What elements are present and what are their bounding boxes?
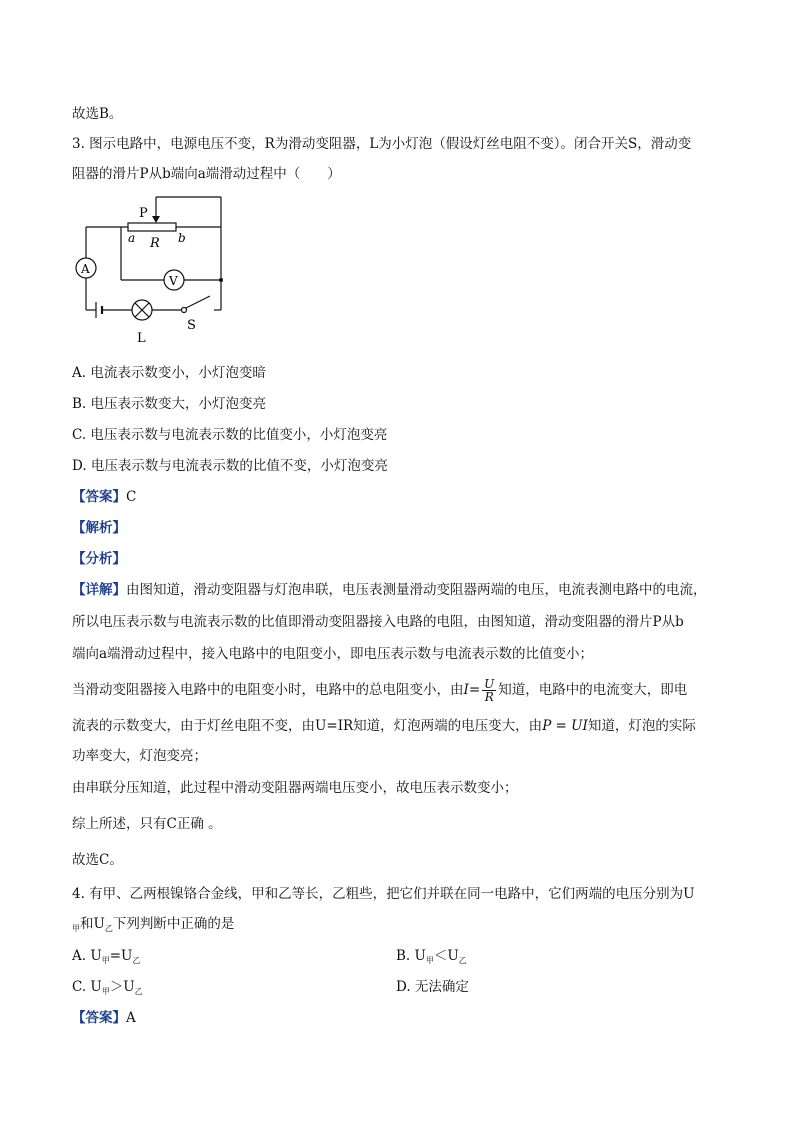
formula-fraction <box>482 678 496 703</box>
detail-text-5a: 流表的示数变大，由于灯丝电阻不变，由U=IR知道，灯泡两端的电压变大，由 <box>72 718 543 734</box>
label-b: b <box>178 231 186 245</box>
answer-tag: 【答案】 <box>72 489 126 505</box>
opt-b-mid: ＜U <box>433 948 459 964</box>
answer-value: C <box>126 489 137 505</box>
q3-detail-line-1 <box>72 580 707 600</box>
detail-text-5b: 知道，灯泡的实际 <box>587 718 696 734</box>
detail-text-4b: 知道，电路中的电流变大，即电 <box>498 682 688 698</box>
opt-b-sub2: 乙 <box>458 956 467 965</box>
q3-detail-line-8: 综上所述，只有C正确 。 <box>72 816 222 832</box>
label-r: R <box>150 236 160 251</box>
stem-mid: 和U <box>80 916 105 932</box>
formula-eq: = <box>468 682 481 698</box>
stem-end: 下列判断中正确的是 <box>112 916 235 932</box>
sub-jia: 甲 <box>72 924 80 933</box>
opt-c-mid: ＞U <box>109 979 135 995</box>
formula-i: I <box>463 682 469 698</box>
label-p: P <box>139 206 148 221</box>
opt-a-pre: A. U <box>72 948 102 964</box>
q3-detail-line-3: 端向a端滑动过程中，接入电路中的电阻变小，即电压表示数与电流表示数的比值变小； <box>72 646 594 662</box>
circuit-diagram <box>66 192 236 347</box>
detail-text-4a: 当滑动变阻器接入电路中的电阻变小时，电路中的总电阻变小，由 <box>72 682 464 698</box>
opt-c-sub1: 甲 <box>101 987 110 996</box>
analysis-tag: 【解析】 <box>72 520 126 536</box>
q4-option-b <box>396 946 467 971</box>
q3-answer-line <box>72 487 136 507</box>
sub-yi: 乙 <box>104 924 113 933</box>
q4-option-a <box>72 946 140 971</box>
label-a: a <box>128 231 136 245</box>
q3-detail-line-2: 所以电压表示数与电流表示数的比值即滑动变阻器接入电路的电阻，由图知道，滑动变阻器的滑片P从b <box>72 614 684 630</box>
switch <box>182 308 187 313</box>
opt-c-pre: C. U <box>72 979 102 995</box>
q3-detail-line-4 <box>72 678 687 703</box>
q4-option-c <box>72 977 143 1002</box>
q3-detail-line-5 <box>72 716 696 736</box>
q3-option-b: B. 电压表示数变大，小灯泡变亮 <box>72 396 267 412</box>
q4-answer-tag: 【答案】 <box>72 1010 126 1026</box>
q3-final-answer: 故选C。 <box>72 852 123 868</box>
opt-a-sub2: 乙 <box>132 956 141 965</box>
opt-a-sub1: 甲 <box>101 956 110 965</box>
formula-numerator: U <box>484 677 495 691</box>
q3-option-a: A. 电流表示数变小，小灯泡变暗 <box>72 365 266 381</box>
prev-answer-line: 故选B。 <box>72 106 123 122</box>
opt-a-mid: =U <box>109 948 133 964</box>
q4-stem-line-2 <box>72 914 234 939</box>
opt-b-pre: B. U <box>396 948 426 964</box>
q3-option-c: C. 电压表示数与电流表示数的比值变小，小灯泡变亮 <box>72 427 388 443</box>
label-lamp: L <box>137 331 146 346</box>
q4-answer-line <box>72 1008 136 1028</box>
detail-tag: 【详解】 <box>72 582 126 598</box>
label-voltmeter: V <box>169 274 178 288</box>
formula-power: P = UI <box>542 718 588 734</box>
q4-answer-value: A <box>126 1010 136 1026</box>
q3-stem-line-1: 3. 图示电路中，电源电压不变，R为滑动变阻器，L为小灯泡（假设灯丝电阻不变）。闭合开关S，滑动变 <box>72 136 692 152</box>
resistor-r <box>128 223 176 231</box>
q3-fenxi-tag <box>72 549 126 569</box>
q3-detail-line-6: 功率变大，灯泡变亮； <box>72 748 207 764</box>
q3-detail-line-7: 由串联分压知道，此过程中滑动变阻器两端电压变小，故电压表示数变小； <box>72 780 518 796</box>
q3-stem-line-2: 阻器的滑片P从b端向a端滑动过程中（ ） <box>72 166 341 182</box>
fenxi-tag: 【分析】 <box>72 551 126 567</box>
q3-analysis-tag <box>72 518 126 538</box>
label-ammeter: A <box>81 262 90 276</box>
opt-b-sub1: 甲 <box>425 956 434 965</box>
formula-denominator: R <box>484 690 494 704</box>
q4-stem-line-1: 4. 有甲、乙两根镍铬合金线，甲和乙等长，乙粗些，把它们并联在同一电路中，它们两端的电压分别为U <box>72 886 695 902</box>
opt-c-sub2: 乙 <box>134 987 143 996</box>
detail-text-1: 由图知道，滑动变阻器与灯泡串联，电压表测量滑动变阻器两端的电压，电流表测电路中的电流， <box>126 582 707 598</box>
label-switch: S <box>187 318 196 333</box>
q3-option-d: D. 电压表示数与电流表示数的比值不变，小灯泡变亮 <box>72 458 388 474</box>
q4-option-d: D. 无法确定 <box>396 979 469 995</box>
